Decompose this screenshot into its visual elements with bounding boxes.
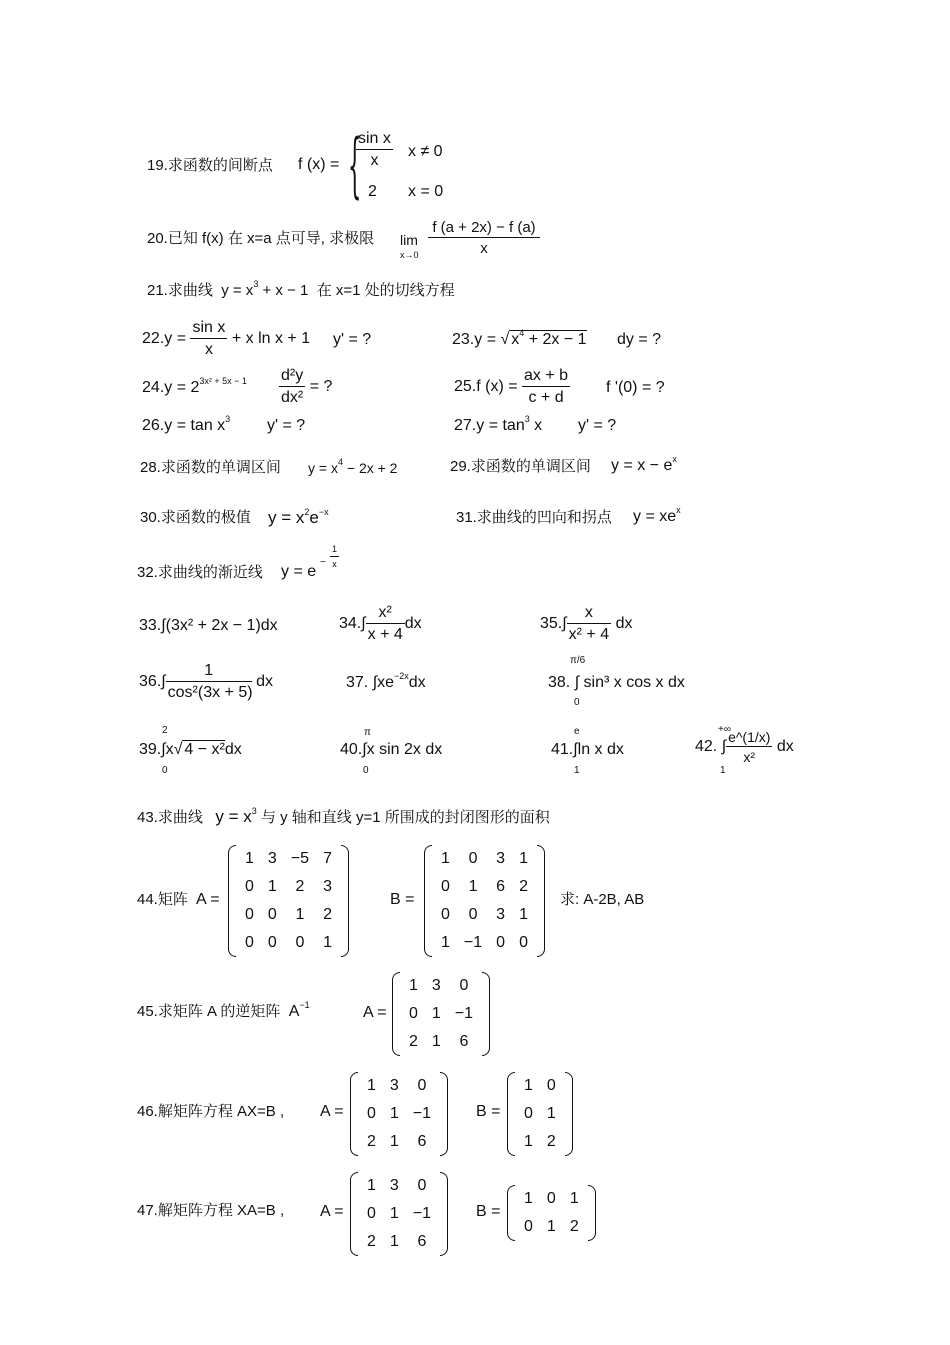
matrix-cell: 1 [441, 934, 450, 951]
p44-label: 44.矩阵 [137, 891, 188, 908]
problem-45-label: 45.求矩阵 A 的逆矩阵 $A^{-1}$ [137, 1000, 310, 1020]
problem-43: 43.求曲线 $y = x^3$ 与 y 轴和直线 y=1 所围成的封闭图形的面积 [137, 806, 550, 826]
problem-23 [452, 328, 587, 348]
matrix-46-a [350, 1072, 448, 1156]
problem-20-frac [428, 220, 540, 256]
matrix-45-a [392, 972, 490, 1056]
matrix-44-b [424, 845, 545, 957]
p47-label: 47.解矩阵方程 XA=B , [137, 1202, 285, 1219]
matrix-cell: 1 [323, 934, 332, 951]
matrix-cell: 1 [267, 878, 277, 895]
matrix-cell: 3 [389, 1177, 399, 1194]
p32-expr: y = e [281, 563, 317, 580]
matrix-cell: 0 [295, 934, 305, 951]
matrix-cell: 0 [468, 850, 478, 867]
sqrt-sign: √ [500, 331, 510, 348]
p42-lower: 1 [720, 765, 726, 776]
matrix-cell: 1 [389, 1105, 399, 1122]
matrix-cell: 1 [546, 1105, 556, 1122]
p21-exp: 3 [253, 279, 259, 289]
matrix-cell: 0 [546, 1190, 556, 1207]
matrix-cell: 2 [519, 878, 528, 895]
matrix-row [360, 1228, 438, 1256]
matrix-row [238, 845, 339, 873]
p32-exp: $\frac{1}{x}$ [332, 544, 338, 569]
p25-label: 25.f (x) = [454, 378, 518, 396]
problem-20-label: 20.已知 f(x) 在 x=a 点可导, 求极限 [147, 230, 375, 247]
matrix-cell: 0 [409, 1005, 418, 1022]
matrix-cell: 1 [524, 1133, 533, 1150]
matrix-cell: 3 [389, 1077, 399, 1094]
problem-42: 42. ∫ $\frac{e\^{}(1/x)}{\text{x²}}$ dx [695, 729, 794, 765]
p28-expr: $y = x^4 - 2x + 2$ [308, 457, 398, 476]
p40-lower: 0 [363, 765, 369, 776]
matrix-cell: 1 [431, 1033, 441, 1050]
problem-27: $27.y = \tan^3 x$ [454, 414, 543, 434]
matrix-cell: 0 [468, 906, 478, 923]
matrix-cell: 0 [245, 878, 254, 895]
matrix-47-b [507, 1185, 596, 1241]
problem-22 [142, 320, 310, 358]
lim-text: lim [400, 232, 418, 248]
matrix-row [360, 1200, 438, 1228]
matrix-cell: 1 [389, 1205, 399, 1222]
problem-40: 40.∫x sin 2x dx [340, 741, 443, 758]
p20-den: x [480, 240, 488, 257]
p26-ask: y' = ? [267, 417, 306, 434]
p24-exp: 3x² + 5x − 1 [199, 376, 247, 386]
case1-num: sin x [356, 131, 393, 150]
p44-b-label: B = [390, 891, 415, 908]
matrix-cell: 3 [323, 878, 332, 895]
lim-sub: x→0 [400, 250, 419, 260]
matrix-cell: 0 [546, 1077, 556, 1094]
matrix-46-b [507, 1072, 573, 1156]
matrix-cell: 6 [417, 1133, 427, 1150]
p28-label: 28.求函数的单调区间 [140, 459, 281, 476]
p21-tail: 在 x=1 处的切线方程 [316, 282, 455, 299]
matrix-row [238, 873, 339, 901]
matrix-cell: 2 [546, 1133, 556, 1150]
problem-38: 38. ∫ sin³ x cos x dx [548, 674, 685, 691]
case2-val: 2 [368, 183, 377, 200]
p25-ask: f '(0) = ? [606, 379, 665, 396]
p24-label: 24.y = 2 [142, 379, 200, 396]
matrix-row [434, 901, 535, 929]
matrix-cell: 0 [367, 1205, 376, 1222]
problem-19-fx: f (x) = [298, 156, 340, 173]
problem-37: 37. $\int xe^{-2x}dx$ [346, 671, 426, 691]
p46-b-label: B = [476, 1103, 501, 1120]
matrix-row [434, 873, 535, 901]
case2-cond: x = 0 [408, 183, 444, 200]
p31-expr: $y = xe^x$ [633, 505, 681, 525]
matrix-row [517, 1100, 563, 1128]
matrix-row [517, 1185, 586, 1213]
p23-ask: dy = ? [617, 331, 662, 348]
matrix-cell: 0 [417, 1077, 427, 1094]
problem-35: 35.∫ $\frac{x}{\text{x² + 4}}$ dx [540, 604, 633, 643]
matrix-cell: 3 [496, 906, 506, 923]
matrix-cell: 0 [267, 906, 277, 923]
matrix-cell: 1 [389, 1133, 399, 1150]
matrix-cell: 0 [441, 878, 450, 895]
matrix-cell: 1 [409, 977, 418, 994]
problem-24 [142, 376, 247, 396]
p38-lower: 0 [574, 697, 580, 708]
problem-39: 39.∫x√ 4 − x²dx [139, 741, 242, 758]
matrix-cell: 3 [496, 850, 506, 867]
p22-label: 22.y = [142, 330, 187, 348]
problem-33: 33.∫(3x² + 2x − 1)dx [139, 617, 278, 634]
matrix-cell: 0 [459, 977, 469, 994]
matrix-cell: −1 [463, 934, 483, 951]
matrix-cell: −5 [290, 850, 310, 867]
matrix-cell: 0 [417, 1177, 427, 1194]
matrix-row [434, 929, 535, 957]
p47-a-label: A = [320, 1203, 344, 1220]
p42-upper: +∞ [718, 724, 731, 735]
p21-expr-b: + x − 1 [258, 282, 309, 299]
matrix-cell: 6 [496, 878, 506, 895]
matrix-cell: 1 [389, 1233, 399, 1250]
p39-lower: 0 [162, 765, 168, 776]
p21-expr-a: y = x [221, 282, 254, 299]
problem-36: 36.∫ $\frac{1}{\text{cos²(3x + 5)}}$ dx [139, 662, 273, 701]
p20-num: f (a + 2x) − f (a) [428, 220, 540, 238]
p27-label: 27.y = tan [454, 417, 525, 434]
matrix-cell: 7 [323, 850, 332, 867]
matrix-cell: 0 [367, 1105, 376, 1122]
matrix-cell: 1 [468, 878, 478, 895]
matrix-cell: 2 [367, 1233, 376, 1250]
matrix-cell: 0 [245, 934, 254, 951]
matrix-cell: 2 [367, 1133, 376, 1150]
matrix-row [360, 1072, 438, 1100]
matrix-cell: 2 [323, 906, 332, 923]
p44-a-label: A = [196, 891, 220, 908]
p22-den: x [204, 341, 213, 358]
p40-upper: π [364, 727, 371, 738]
matrix-row [517, 1213, 586, 1241]
matrix-cell: −1 [412, 1205, 432, 1222]
p23-radicand: $x^4 + 2x - 1$ [511, 328, 587, 348]
matrix-cell: 1 [431, 1005, 441, 1022]
matrix-cell: 1 [245, 850, 254, 867]
p38-upper: π/6 [570, 655, 586, 666]
p30-expr: $y = x^2e^{-x}$ [268, 507, 329, 527]
p32-exp-sign: − [320, 557, 326, 568]
matrix-cell: 1 [524, 1190, 533, 1207]
problem-25: 25.f (x) = $\frac{ax + b}{c + d}$ [454, 367, 569, 406]
matrix-cell: −1 [412, 1105, 432, 1122]
case1-cond: x ≠ 0 [408, 143, 443, 160]
matrix-cell: 0 [524, 1218, 533, 1235]
p22-rest: + x ln x + 1 [231, 330, 311, 348]
p24-frac: $\frac{\text{d²y}}{\text{dx²}}$ = ? [281, 367, 333, 406]
matrix-cell: 1 [569, 1190, 579, 1207]
matrix-cell: 2 [569, 1218, 579, 1235]
problem-21 [147, 279, 455, 299]
p31-label: 31.求曲线的凹向和拐点 [456, 509, 612, 526]
matrix-row [360, 1172, 438, 1200]
p22-ask: y' = ? [333, 331, 372, 348]
matrix-cell: 6 [459, 1033, 469, 1050]
p45-a-label: A = [363, 1004, 387, 1021]
matrix-row [238, 901, 339, 929]
problem-20-lim [400, 232, 419, 260]
problem-19-case1 [356, 131, 393, 169]
matrix-44-a [228, 845, 349, 957]
matrix-cell: 0 [245, 906, 254, 923]
matrix-row [517, 1128, 563, 1156]
p23-label: 23.y = [452, 331, 497, 348]
matrix-cell: 1 [546, 1218, 556, 1235]
problem-26: $26.y = \tan x^3$ [142, 414, 231, 434]
p22-num: sin x [190, 320, 227, 339]
matrix-cell: 0 [524, 1105, 533, 1122]
matrix-cell: 0 [496, 934, 506, 951]
case1-den: x [370, 152, 379, 169]
matrix-cell: 3 [267, 850, 277, 867]
matrix-cell: 0 [441, 906, 450, 923]
matrix-cell: 1 [519, 906, 528, 923]
matrix-cell: 1 [295, 906, 305, 923]
matrix-cell: 2 [295, 878, 305, 895]
problem-19-label: 19.求函数的间断点 [147, 157, 273, 174]
problem-34: 34.∫ $\frac{\text{x²}}{x + 4}$ dx [339, 604, 422, 643]
p32-label: 32.求曲线的渐近线 [137, 564, 263, 581]
p47-b-label: B = [476, 1203, 501, 1220]
matrix-row [238, 929, 339, 957]
p44-tail: 求: A-2B, AB [560, 891, 645, 908]
p39-upper: 2 [162, 725, 168, 736]
matrix-cell: −1 [454, 1005, 474, 1022]
p27-ask: y' = ? [578, 417, 617, 434]
p41-lower: 1 [574, 765, 580, 776]
matrix-row [402, 1000, 480, 1028]
matrix-row [360, 1128, 438, 1156]
p41-upper: e [574, 726, 580, 737]
matrix-cell: 3 [431, 977, 441, 994]
matrix-cell: 1 [367, 1177, 376, 1194]
piecewise-brace: { [348, 124, 362, 206]
p30-label: 30.求函数的极值 [140, 509, 251, 526]
p24-ask: = ? [309, 378, 333, 396]
matrix-cell: 6 [417, 1233, 427, 1250]
matrix-row [434, 845, 535, 873]
matrix-47-a [350, 1172, 448, 1256]
matrix-cell: 1 [519, 850, 528, 867]
p46-label: 46.解矩阵方程 AX=B , [137, 1103, 285, 1120]
matrix-cell: 1 [524, 1077, 533, 1094]
p29-expr: $y = x - e^x$ [611, 454, 677, 474]
matrix-row [517, 1072, 563, 1100]
matrix-cell: 2 [409, 1033, 418, 1050]
p26-label: 26.y = tan x [142, 417, 226, 434]
matrix-cell: 0 [519, 934, 528, 951]
matrix-row [402, 1028, 480, 1056]
p21-label: 21.求曲线 [147, 282, 213, 299]
p46-a-label: A = [320, 1103, 344, 1120]
matrix-cell: 1 [367, 1077, 376, 1094]
matrix-cell: 0 [267, 934, 277, 951]
matrix-cell: 1 [441, 850, 450, 867]
matrix-row [402, 972, 480, 1000]
matrix-row [360, 1100, 438, 1128]
problem-41: 41.∫ln x dx [551, 741, 624, 758]
p29-label: 29.求函数的单调区间 [450, 458, 591, 475]
